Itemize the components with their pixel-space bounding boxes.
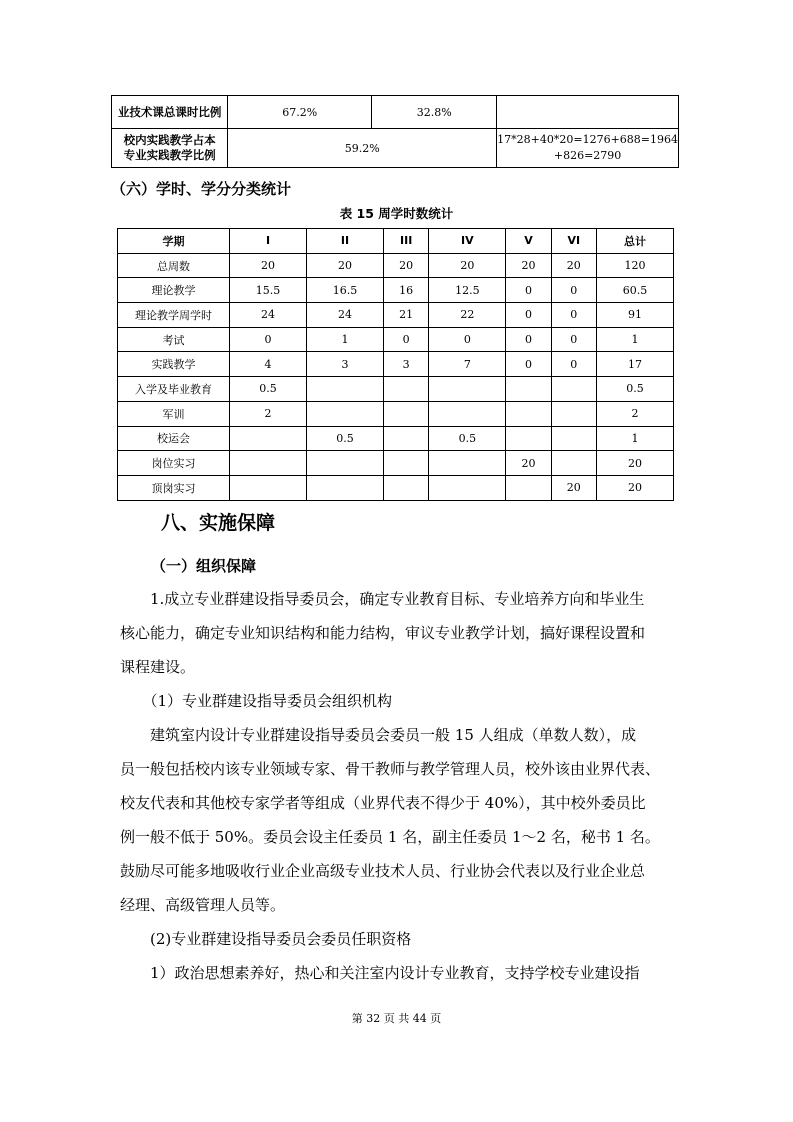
table-cell	[307, 475, 384, 500]
body-text-line: 鼓励尽可能多地吸收行业企业高级专业技术人员、行业协会代表以及行业企业总	[120, 862, 646, 880]
table-cell: 1	[307, 327, 384, 352]
table-row	[112, 129, 679, 168]
table-cell: 20	[429, 253, 506, 278]
header-cell: V	[506, 229, 551, 254]
chapter-heading: 八、实施保障	[161, 512, 276, 534]
table-cell: 0.5	[230, 377, 307, 402]
table-cell: 12.5	[429, 278, 506, 303]
table-cell: 0	[506, 278, 551, 303]
table-cell	[497, 129, 679, 168]
header-cell: 总计	[596, 229, 673, 254]
table-cell: 2	[230, 401, 307, 426]
table-cell: 21	[384, 303, 429, 328]
table-cell	[384, 475, 429, 500]
table-cell	[497, 96, 679, 129]
row-label: 校运会	[118, 426, 230, 451]
table-cell: 0.5	[307, 426, 384, 451]
table-cell	[307, 401, 384, 426]
table-cell: 20	[230, 253, 307, 278]
table-cell: 0	[551, 303, 596, 328]
row-label: 理论教学	[118, 278, 230, 303]
table-row	[118, 253, 674, 278]
table-cell: 22	[429, 303, 506, 328]
table-cell	[506, 475, 551, 500]
table-cell	[551, 401, 596, 426]
header-cell: II	[307, 229, 384, 254]
table-cell	[230, 451, 307, 476]
table-cell	[307, 377, 384, 402]
row-label: 总周数	[118, 253, 230, 278]
table-cell	[230, 426, 307, 451]
week-hours-table	[117, 228, 674, 501]
table-row	[112, 96, 679, 129]
table-cell: 59.2%	[228, 129, 497, 168]
body-text-line: 1）政治思想素养好，热心和关注室内设计专业教育，支持学校专业建设指	[120, 964, 640, 982]
note-line: +826=2790	[553, 149, 622, 162]
table-cell: 67.2%	[228, 96, 372, 129]
table-caption: 表 15 周学时数统计	[339, 206, 454, 221]
page-footer: 第 32 页 共 44 页	[351, 1012, 442, 1025]
body-text-line: 员一般包括校内该专业领域专家、骨干教师与教学管理人员，校外该由业界代表、	[120, 760, 661, 778]
header-cell: IV	[429, 229, 506, 254]
table-cell	[429, 377, 506, 402]
table-cell	[384, 377, 429, 402]
row-label	[112, 129, 228, 168]
table-cell: 17	[596, 352, 673, 377]
table-cell: 3	[384, 352, 429, 377]
table-cell	[384, 401, 429, 426]
table-cell: 16	[384, 278, 429, 303]
body-text-line: 校友代表和其他校专家学者等组成（业界代表不得少于 40%），其中校外委员比	[120, 794, 646, 812]
body-text-line: 例一般不低于 50%。委员会设主任委员 1 名，副主任委员 1～2 名，秘书 1 名。	[120, 828, 660, 846]
table-cell: 0	[506, 303, 551, 328]
section-heading: （六）学时、学分分类统计	[111, 180, 292, 198]
table-cell	[506, 401, 551, 426]
table-cell: 0	[506, 352, 551, 377]
table-cell: 3	[307, 352, 384, 377]
table-cell	[551, 377, 596, 402]
table-row	[118, 401, 674, 426]
table-cell	[551, 451, 596, 476]
table-cell: 0	[506, 327, 551, 352]
table-row	[118, 327, 674, 352]
table-cell: 91	[596, 303, 673, 328]
table-cell: 2	[596, 401, 673, 426]
table-cell: 0.5	[429, 426, 506, 451]
row-label-line: 专业实践教学比例	[123, 148, 216, 162]
table-row	[118, 475, 674, 500]
note-line: 17*28+40*20=1276+688=1964	[497, 133, 678, 146]
table-cell: 20	[596, 475, 673, 500]
table-cell	[429, 401, 506, 426]
row-label: 理论教学周学时	[118, 303, 230, 328]
header-cell: 学期	[118, 229, 230, 254]
table-cell: 0	[551, 327, 596, 352]
table-cell: 0.5	[596, 377, 673, 402]
table-row	[118, 426, 674, 451]
table-cell	[230, 475, 307, 500]
table-cell: 32.8%	[372, 96, 497, 129]
header-cell: VI	[551, 229, 596, 254]
table-cell: 1	[596, 426, 673, 451]
table-cell: 20	[596, 451, 673, 476]
table-cell: 15.5	[230, 278, 307, 303]
table-cell: 1	[596, 327, 673, 352]
table-cell: 24	[230, 303, 307, 328]
summary-table	[111, 95, 679, 168]
table-cell: 7	[429, 352, 506, 377]
table-cell	[384, 426, 429, 451]
row-label: 业技术课总课时比例	[112, 96, 228, 129]
body-text-line: (2)专业群建设指导委员会委员任职资格	[120, 930, 412, 948]
table-cell: 20	[506, 253, 551, 278]
table-cell: 0	[551, 352, 596, 377]
table-cell	[506, 377, 551, 402]
row-label: 考试	[118, 327, 230, 352]
table-row	[118, 278, 674, 303]
row-label: 实践教学	[118, 352, 230, 377]
header-cell: III	[384, 229, 429, 254]
row-label: 军训	[118, 401, 230, 426]
table-row	[118, 352, 674, 377]
section-heading: （一）组织保障	[151, 557, 257, 575]
table-cell: 20	[551, 253, 596, 278]
table-cell	[429, 475, 506, 500]
table-cell: 20	[506, 451, 551, 476]
table-cell: 4	[230, 352, 307, 377]
body-text-line: 经理、高级管理人员等。	[120, 896, 286, 914]
row-label-line: 校内实践教学占本	[123, 133, 216, 147]
table-cell: 24	[307, 303, 384, 328]
table-cell: 0	[429, 327, 506, 352]
table-cell: 20	[307, 253, 384, 278]
table-cell: 20	[551, 475, 596, 500]
row-label: 顶岗实习	[118, 475, 230, 500]
body-text-line: 核心能力，确定专业知识结构和能力结构，审议专业教学计划，搞好课程设置和	[120, 624, 646, 642]
body-text-line: （1）专业群建设指导委员会组织机构	[120, 692, 393, 710]
table-row	[118, 303, 674, 328]
body-text-line: 建筑室内设计专业群建设指导委员会委员一般 15 人组成（单数人数），成	[120, 726, 637, 744]
table-cell	[506, 426, 551, 451]
table-header-row	[118, 229, 674, 254]
table-row	[118, 451, 674, 476]
table-cell	[307, 451, 384, 476]
row-label: 入学及毕业教育	[118, 377, 230, 402]
body-text-line: 1.成立专业群建设指导委员会，确定专业教育目标、专业培养方向和毕业生	[120, 590, 645, 608]
table-cell	[429, 451, 506, 476]
table-cell	[551, 426, 596, 451]
table-cell: 20	[384, 253, 429, 278]
header-cell: I	[230, 229, 307, 254]
table-cell: 0	[551, 278, 596, 303]
table-cell: 0	[230, 327, 307, 352]
table-cell: 16.5	[307, 278, 384, 303]
row-label: 岗位实习	[118, 451, 230, 476]
table-row	[118, 377, 674, 402]
body-text-line: 课程建设。	[120, 658, 196, 676]
table-cell	[384, 451, 429, 476]
table-cell: 120	[596, 253, 673, 278]
table-cell: 60.5	[596, 278, 673, 303]
table-cell: 0	[384, 327, 429, 352]
